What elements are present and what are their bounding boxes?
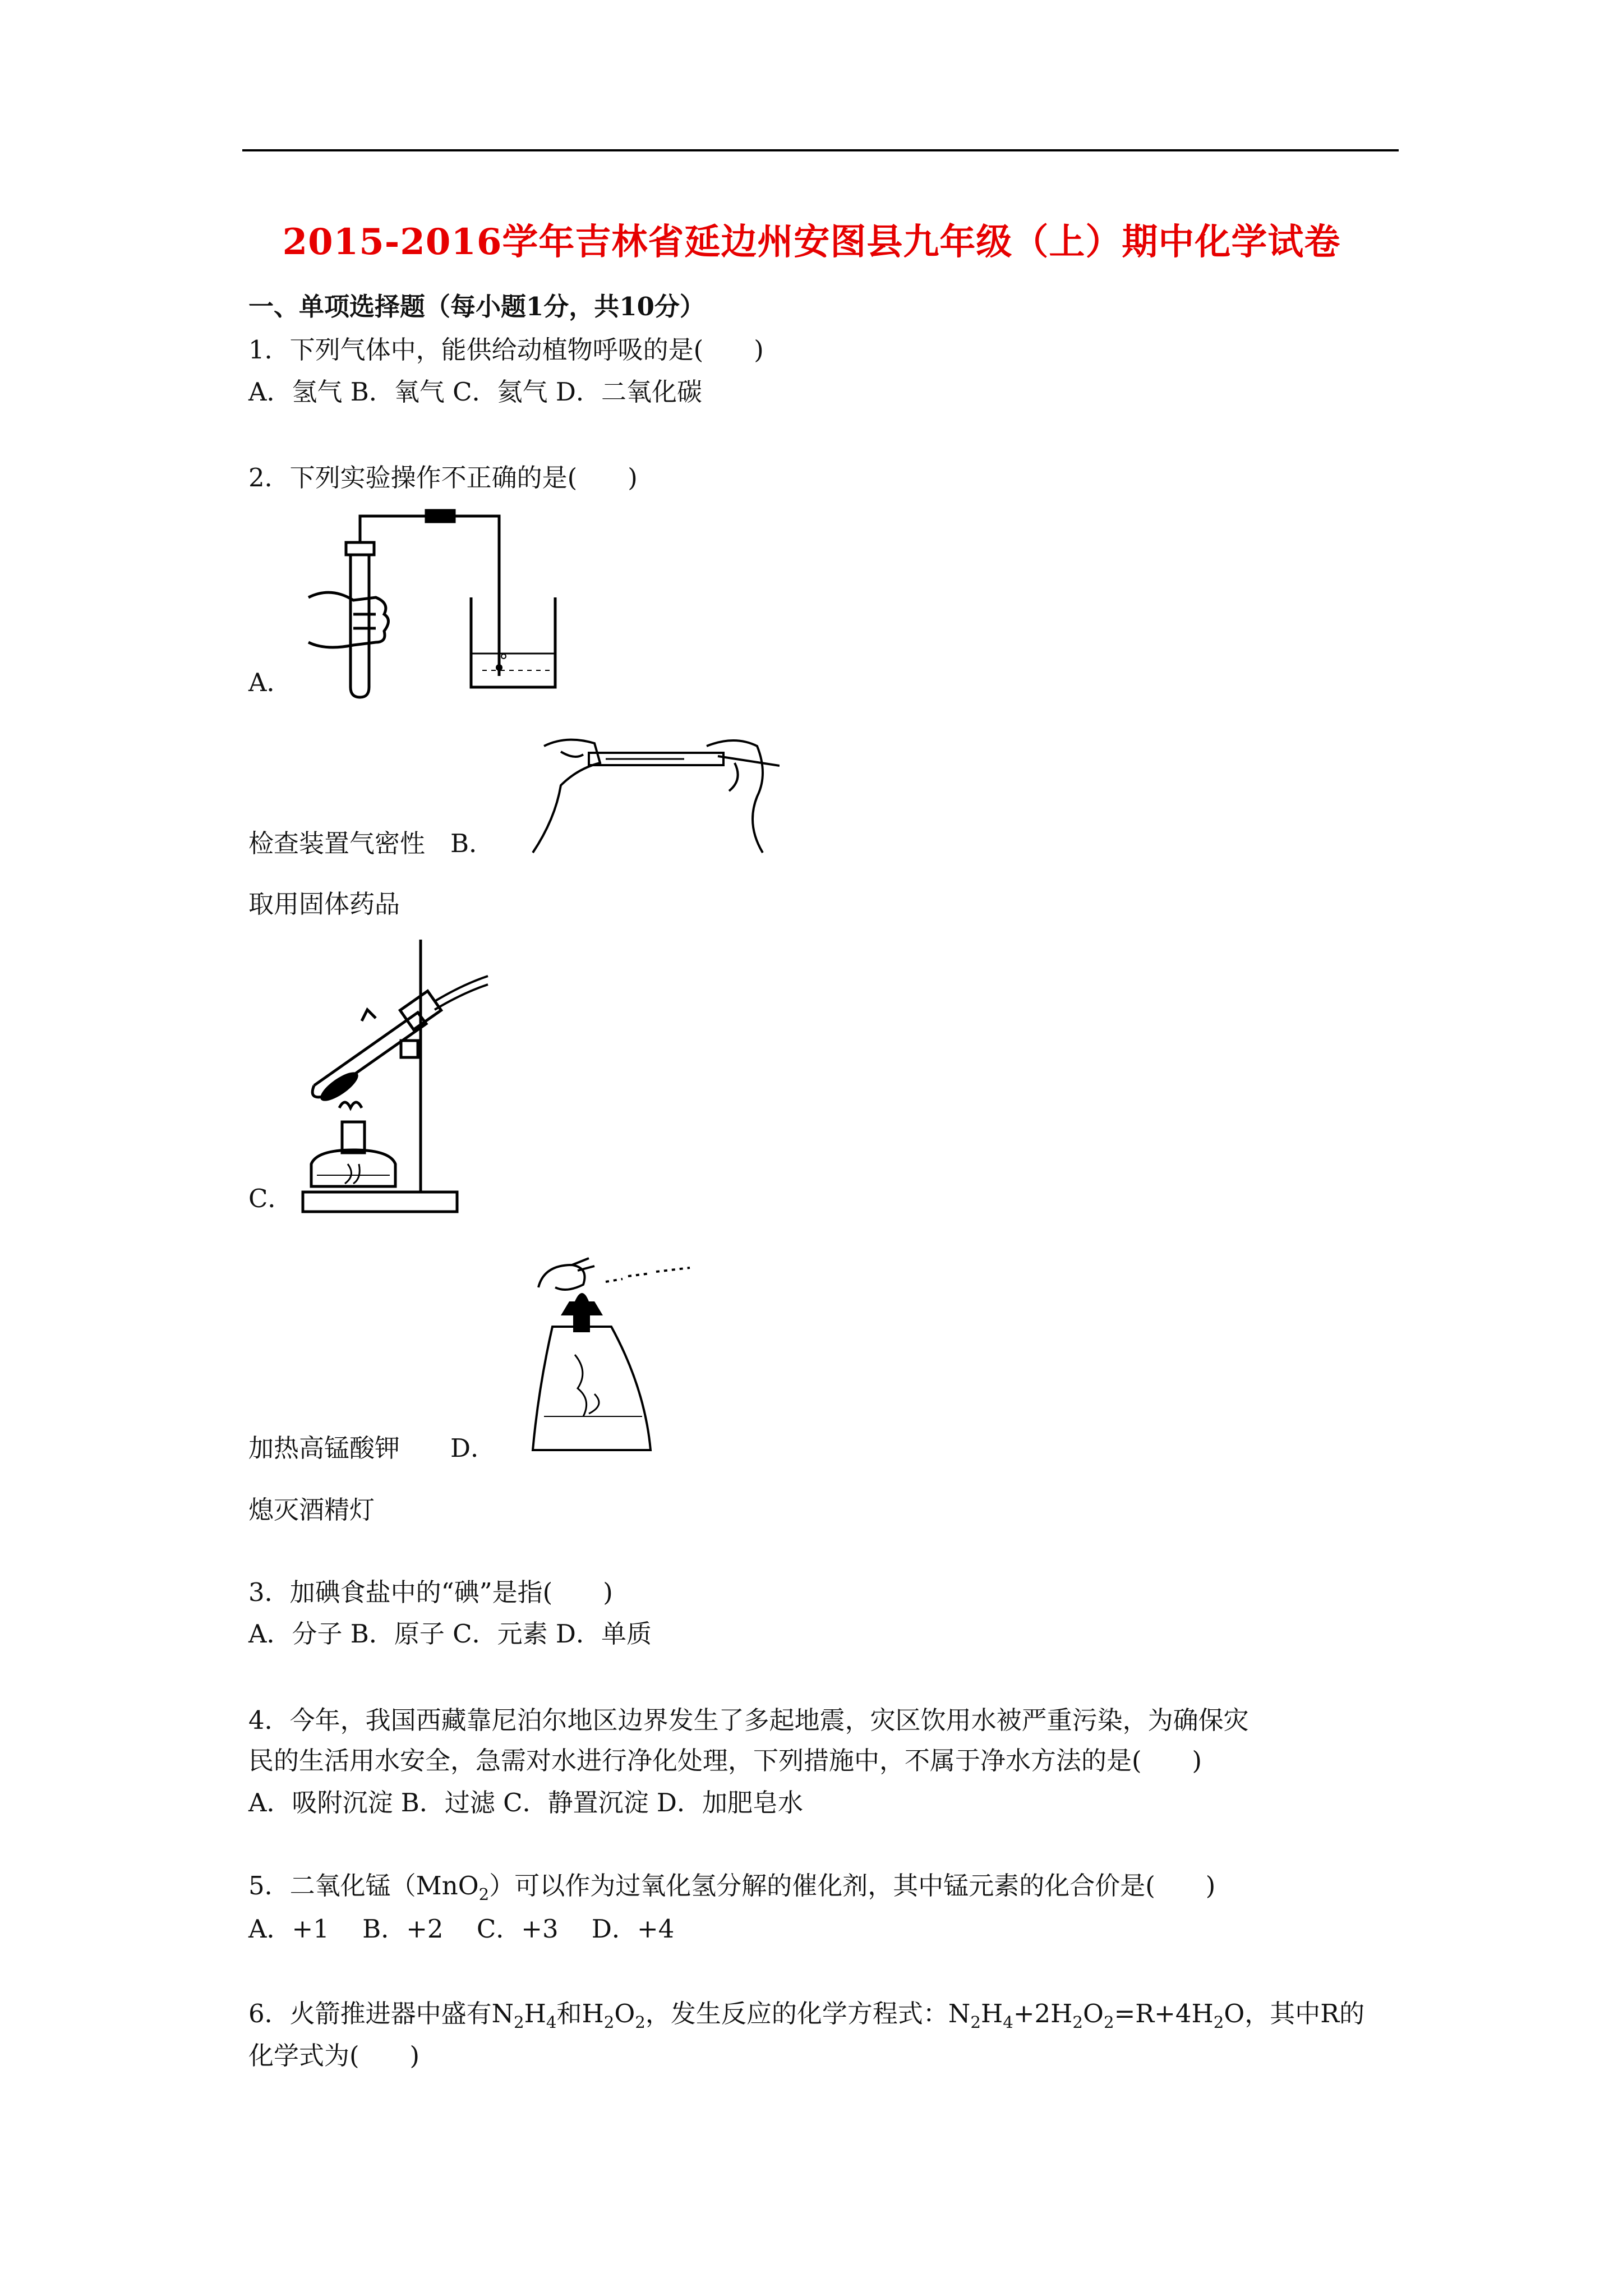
figure-airtightness-check [292,502,566,704]
figure-heating-potassium-permanganate [294,928,536,1220]
question-5-options: A．+1 B．+2 C．+3 D．+4 [248,1914,675,1944]
question-2-a-label: A． [248,668,292,697]
question-5-stem: 5．二氧化锰（MnO$_2$）可以作为过氧化氢分解的催化剂，其中锰元素的化合价是( ) [248,1871,1216,1904]
question-1-stem: 1．下列气体中，能供给动植物呼吸的是( ) [248,335,764,365]
question-4-stem-line-1: 4．今年，我国西藏靠尼泊尔地区边界发生了多起地震，灾区饮用水被严重污染，为确保灾 [248,1705,1249,1735]
question-4-options: A．吸附沉淀 B．过滤 C．静置沉淀 D．加肥皂水 [248,1788,803,1818]
section-heading: 一、单项选择题（每小题1分，共10分） [248,292,705,321]
question-6-stem-line-1: 6．火箭推进器中盛有$N_2H_4$和$H_2O_2$，发生反应的化学方程式：$N_2H_4+2H_2O_2=R+4H_2O$，其中R的 [248,1999,1365,2032]
question-2-c-caption: 加热高锰酸钾 D． [248,1433,496,1463]
figure-extinguishing-alcohol-lamp [522,1254,701,1461]
question-2-stem: 2．下列实验操作不正确的是( ) [248,463,638,493]
question-3-options: A．分子 B．原子 C．元素 D．单质 [248,1619,652,1649]
question-2-b-caption: 取用固体药品 [248,889,400,919]
question-1-options: A．氢气 B．氧气 C．氦气 D．二氧化碳 [248,377,702,407]
question-6-stem-line-2: 化学式为( ) [248,2041,420,2070]
question-3-stem: 3．加碘食盐中的“碘”是指( ) [248,1577,613,1607]
exam-title: 2015-2016学年吉林省延边州安图县九年级（上）期中化学试卷 [282,221,1341,263]
question-2-d-caption: 熄灭酒精灯 [248,1495,375,1525]
question-2-a-caption: 检查装置气密性 B． [248,829,495,858]
header-rule [242,149,1399,151]
question-2-c-label: C． [248,1184,293,1213]
figure-taking-solid-reagent [522,729,780,858]
question-4-stem-line-2: 民的生活用水安全，急需对水进行净化处理，下列措施中，不属于净水方法的是( ) [248,1746,1202,1775]
